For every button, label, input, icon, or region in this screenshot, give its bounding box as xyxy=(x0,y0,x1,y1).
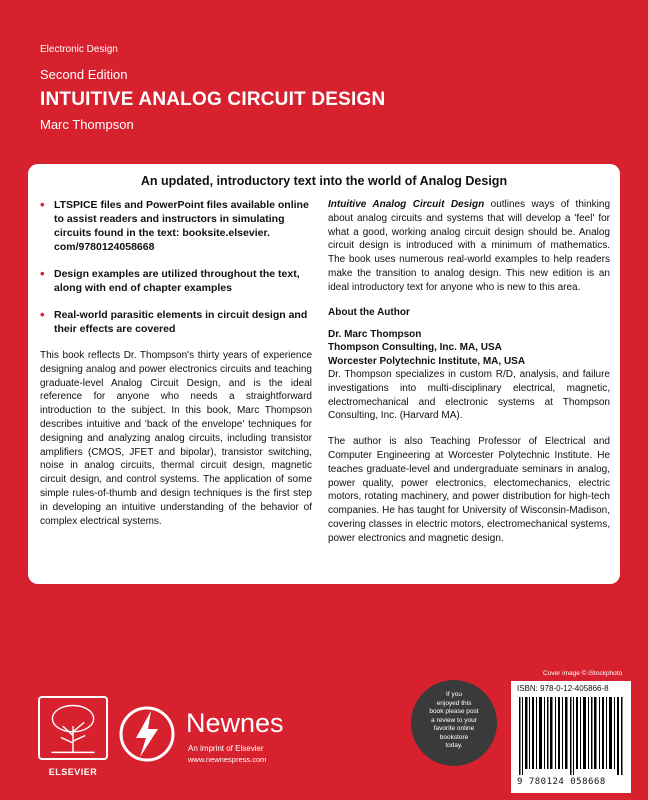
summary-text: outlines ways of thinking about analog circuits and systems that will develop a 'feel' for what a good, working analog circuit design should be. Analog circuit design is introduced with a minimum of mathematics. The book uses numerous real-world examples to help readers make the transition to analog design. This new edition is an ideal introductory text for anyone who is new to this area. xyxy=(328,199,611,293)
series-label: Electronic Design xyxy=(40,44,118,55)
barcode-number: 9 780124 058668 xyxy=(517,777,606,787)
review-circle xyxy=(411,680,497,766)
elsevier-tree-icon xyxy=(38,696,108,760)
feature-bullets xyxy=(40,198,310,349)
review-line: favorite online xyxy=(433,725,475,732)
edition-label: Second Edition xyxy=(40,67,128,82)
tagline: An updated, introductory text into the world of Analog Design xyxy=(140,174,508,188)
cover-credit: Cover image © iStockphoto xyxy=(543,670,623,677)
publisher-url: www.newnespress.com xyxy=(188,755,267,764)
author-title-name: Dr. Marc Thompson xyxy=(328,328,422,340)
author-name: Marc Thompson xyxy=(40,117,134,132)
book-summary xyxy=(328,198,610,295)
summary-book-title: Intuitive Analog Circuit Design xyxy=(328,199,485,210)
elsevier-wordmark: ELSEVIER xyxy=(48,767,98,777)
imprint-label: An imprint of Elsevier xyxy=(188,744,264,753)
review-line: today. xyxy=(445,742,463,749)
feature-bullet: • Real-world parasitic elements in circuit design and their effects are covered xyxy=(40,308,310,336)
barcode-block xyxy=(511,681,631,793)
author-affiliation-1: Thompson Consulting, Inc. MA, USA xyxy=(328,342,502,354)
about-author-heading: About the Author xyxy=(328,306,410,318)
barcode-icon xyxy=(517,697,625,775)
author-bio-2: The author is also Teaching Professor of Electrical and Computer Engineering at Worcester Polytechnic Institute. He teaches graduate-level and undergraduate seminars in analog, power quality, power electronics, electomechanics, electric motors, rotating machinery, and power distribution for high-tech companies. He has taught for University of Wisconsin-Madison, covering classes in electric motors, electromechanical systems, power electronics and magnetic design. xyxy=(328,436,610,544)
elsevier-logo xyxy=(38,696,108,776)
review-line: book please post xyxy=(429,708,479,715)
right-column xyxy=(328,198,610,546)
book-description: This book reflects Dr. Thompson's thirty years of experience designing analog and power electronics circuits and teaching graduate-level Analog Circuit Design, and is the ideal reference for anyone who needs a straightforward introduction to the subject. In this book, Marc Thompson describes intuitive and 'back of the envelope' techniques for designing and analyzing analog circuits, including transistor amplifiers (CMOS, JFET and bipolar), transistor switching, noise in analog circuits, thermal circuit design, magnetic circuit design, and control systems. The application of some simple rules-of-thumb and design techniques is the first step in developing an intuitive understanding of the behavior of complex electrical systems. xyxy=(40,350,312,527)
feature-bullet: • Design examples are utilized throughout the text, along with end of chapter examples xyxy=(40,267,310,295)
author-affiliation-2: Worcester Polytechnic Institute, MA, USA xyxy=(328,355,526,367)
isbn-label: ISBN: 978-0-12-405866-8 xyxy=(517,684,609,693)
review-line: a review to your xyxy=(431,716,477,724)
review-line: If you xyxy=(446,691,462,698)
book-title: INTUITIVE ANALOG CIRCUIT DESIGN xyxy=(40,89,386,110)
review-line: enjoyed this xyxy=(436,699,472,707)
author-bio-1: Dr. Thompson specializes in custom R/D, analysis, and failure investigations into multi-disciplinary electrical, magnetic, electromechanical and electronic systems at Thompson Consulting, Inc. (Harvard MA). xyxy=(328,369,610,422)
feature-bullet: • LTSPICE files and PowerPoint files available online to assist readers and instructors in simulating circuits found in the text: booksite.elsevier. com/9780124058668 xyxy=(40,198,310,254)
review-line: bookstore xyxy=(439,733,469,741)
newnes-lightning-icon xyxy=(118,705,176,763)
newnes-wordmark: Newnes xyxy=(186,708,284,738)
